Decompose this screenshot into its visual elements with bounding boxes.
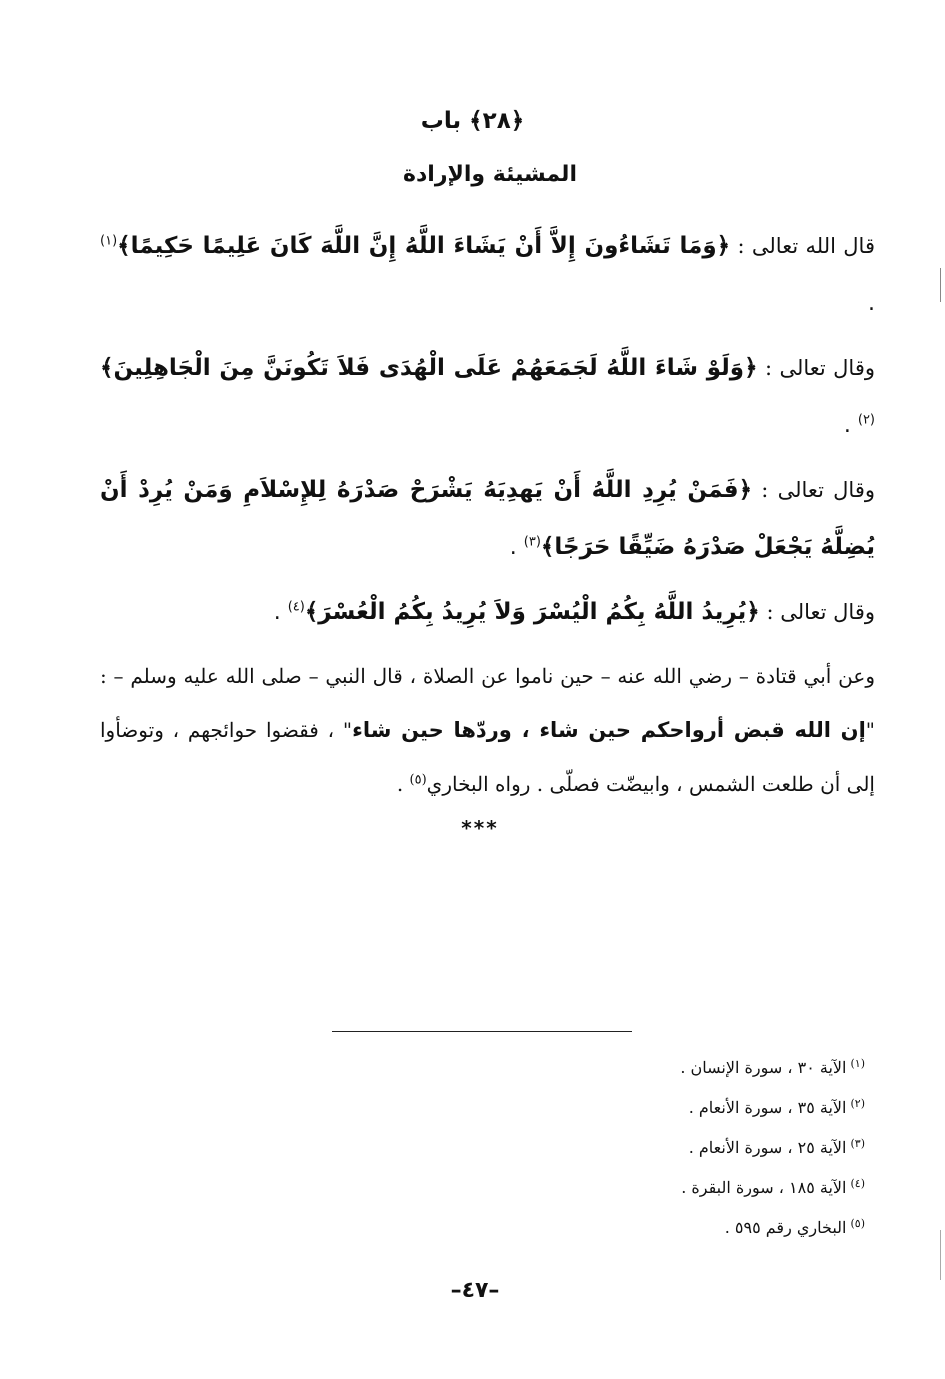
footnote-ref: (٤) [287, 599, 305, 615]
footnote-ref: (٣) [523, 534, 541, 550]
chapter-subtitle: المشيئة والإرادة [403, 162, 577, 187]
verse-tail: . [868, 291, 875, 316]
footnote-number: (٣) [850, 1136, 865, 1150]
verse-paragraph-1 [100, 218, 875, 332]
quran-quote: ﴿وَمَا تَشَاءُونَ إِلاَّ أَنْ يَشَاءَ اللَّهُ إِنَّ اللَّهَ كَانَ عَلِيمًا حَكِيمًا﴾ [117, 233, 731, 259]
footnote-text: الآية ٢٥ ، سورة الأنعام . [688, 1138, 847, 1157]
footnote-number: (٢) [850, 1096, 865, 1110]
verse-tail: . [273, 600, 288, 625]
hadith-tail: . [396, 772, 410, 796]
footnote-text: الآية ٣٠ ، سورة الإنسان . [680, 1058, 847, 1077]
verse-paragraph-2 [100, 340, 875, 454]
footnote-item [365, 1128, 865, 1168]
footnote-ref: (٢) [857, 412, 875, 428]
verse-intro: وقال تعالى : [759, 600, 875, 624]
page-number: –٤٧– [450, 1278, 500, 1303]
footnote-text: الآية ٣٥ ، سورة الأنعام . [688, 1098, 847, 1117]
footnote-item [365, 1048, 865, 1088]
footnote-number: (٤) [850, 1176, 865, 1190]
scan-edge-mark [940, 268, 941, 302]
footnote-item [365, 1168, 865, 1208]
hadith-quote: إن الله قبض أرواحكم حين شاء ، وردّها حين شاء [352, 718, 866, 742]
chapter-title: ﴿٢٨﴾ باب [420, 108, 525, 134]
body-text [100, 218, 875, 819]
verse-paragraph-3 [100, 462, 875, 576]
footnote-item [365, 1088, 865, 1128]
quran-quote: ﴿يُرِيدُ اللَّهُ بِكُمُ الْيُسْرَ وَلاَ يُرِيدُ بِكُمُ الْعُسْرَ﴾ [304, 599, 760, 625]
verse-intro: قال الله تعالى : [730, 234, 875, 258]
hadith-text-start: وعن أبي قتادة – رضي الله عنه – حين ناموا عن الصلاة ، قال النبي – صلى الله عليه وسلم – : " [100, 664, 875, 742]
verse-intro: وقال تعالى : [752, 478, 875, 502]
hadith-paragraph [100, 649, 875, 811]
verse-intro: وقال تعالى : [757, 356, 875, 380]
footnote-number: (١) [850, 1056, 865, 1070]
footnote-divider [332, 1031, 632, 1032]
hadith-text-end: " ، فقضوا حوائجهم ، وتوضأوا إلى أن طلعت الشمس ، وابيضّت فصلّى . رواه البخاري [100, 718, 875, 796]
footnote-item [365, 1208, 865, 1248]
footnote-text: الآية ١٨٥ ، سورة البقرة . [681, 1178, 847, 1197]
footnotes [365, 1048, 865, 1248]
section-separator: *** [461, 816, 499, 840]
verse-tail: . [509, 535, 524, 560]
footnote-ref: (١) [100, 233, 118, 249]
quran-quote: ﴿فَمَنْ يُرِدِ اللَّهُ أَنْ يَهدِيَهُ يَشْرَحْ صَدْرَهُ لِلإِسْلاَمِ وَمَنْ يُرِدْ أَنْ يُضِلَّهُ يَجْعَلْ صَدْرَهُ ضَيِّقًا حَرَجًا﴾ [100, 477, 875, 560]
verse-paragraph-4 [100, 584, 875, 641]
footnote-text: البخاري رقم ٥٩٥ . [724, 1218, 847, 1237]
scan-edge-mark [940, 1230, 941, 1280]
footnote-ref: (٥) [409, 772, 427, 788]
verse-tail: . [843, 413, 858, 438]
quran-quote: ﴿وَلَوْ شَاءَ اللَّهُ لَجَمَعَهُمْ عَلَى الْهُدَى فَلاَ تَكُونَنَّ مِنَ الْجَاهِلِينَ﴾ [100, 355, 758, 381]
footnote-number: (٥) [850, 1216, 865, 1230]
